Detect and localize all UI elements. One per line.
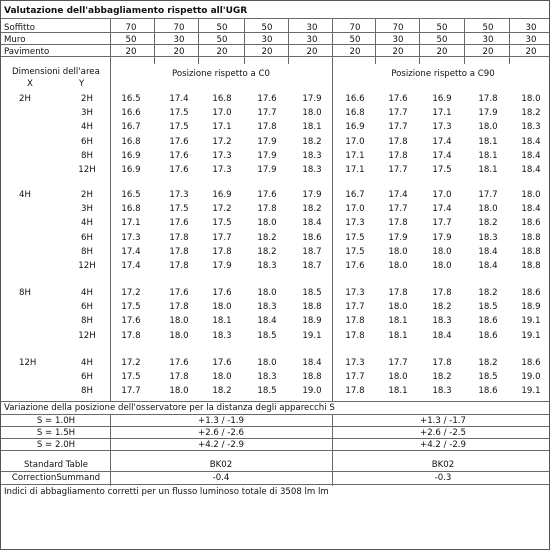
area-y-label: 8H [81,247,93,257]
column-divider [332,18,333,64]
ugr-value-c90: 18.1 [388,316,408,326]
ugr-value-c90: 18.1 [478,151,498,161]
ugr-value-c90: 18.6 [521,218,541,228]
column-divider [110,18,111,64]
reflectance-value: 50 [216,23,228,33]
column-divider [288,18,289,64]
reflectance-value: 50 [261,23,273,33]
ugr-value-c90: 18.0 [388,261,408,271]
ugr-value-c90: 17.8 [432,358,452,368]
ugr-value-c0: 18.5 [257,331,277,341]
ugr-value-c0: 17.9 [212,261,232,271]
ugr-value-c90: 17.3 [345,218,365,228]
standard-table-c0: BK02 [209,460,233,470]
ugr-value-c0: 19.0 [302,386,322,396]
ugr-value-c0: 17.2 [212,137,232,147]
ugr-value-c90: 17.7 [388,165,408,175]
ugr-value-c90: 18.4 [521,204,541,214]
column-divider [419,18,420,64]
ugr-value-c90: 18.0 [388,302,408,312]
row-divider [1,18,549,19]
area-y-label: 3H [81,204,93,214]
ugr-value-c90: 19.0 [521,372,541,382]
ugr-value-c90: 18.8 [521,247,541,257]
ugr-value-c0: 18.3 [257,302,277,312]
footnote: Indici di abbagliamento corretti per un flusso luminoso totale di 3508 lm lm [4,487,329,497]
area-y-label: 8H [81,386,93,396]
ugr-value-c0: 17.5 [121,302,141,312]
reflectance-value: 30 [306,35,318,45]
ugr-value-c0: 17.8 [169,233,189,243]
ugr-value-c0: 18.7 [302,247,322,257]
ugr-value-c0: 18.2 [212,386,232,396]
area-y-label: 4H [81,122,93,132]
ugr-value-c90: 18.1 [388,386,408,396]
ugr-value-c90: 17.7 [432,218,452,228]
ugr-value-c0: 18.3 [302,151,322,161]
ugr-value-c0: 17.5 [212,218,232,228]
reflectance-value: 20 [392,47,404,57]
ugr-value-c90: 17.7 [388,122,408,132]
ugr-value-c90: 17.9 [478,108,498,118]
reflectance-value: 50 [482,23,494,33]
ugr-value-c0: 17.7 [121,386,141,396]
ugr-value-c90: 18.2 [478,218,498,228]
ugr-value-c0: 17.6 [212,288,232,298]
ugr-value-c90: 17.1 [345,151,365,161]
ugr-value-c0: 17.2 [121,358,141,368]
ugr-value-c90: 18.5 [478,302,498,312]
dims-header: Dimensioni dell'area [12,67,100,77]
ugr-value-c0: 17.3 [121,233,141,243]
reflectance-value: 20 [216,47,228,57]
area-x-label: 8H [19,288,31,298]
ugr-value-c0: 18.2 [302,137,322,147]
ugr-value-c0: 16.9 [212,190,232,200]
standard-table-c90: BK02 [431,460,455,470]
correction-c0: -0.4 [212,473,230,483]
column-divider [154,18,155,64]
ugr-value-c90: 17.4 [432,151,452,161]
ugr-value-c90: 18.3 [432,386,452,396]
column-divider [198,18,199,64]
ugr-value-c0: 18.4 [257,316,277,326]
ugr-value-c90: 18.0 [388,372,408,382]
ugr-value-c90: 17.7 [345,302,365,312]
ugr-value-c0: 17.6 [169,358,189,368]
ugr-value-c90: 18.5 [478,372,498,382]
ugr-value-c0: 17.1 [212,122,232,132]
y-header: Y [79,79,85,89]
ugr-value-c0: 18.9 [302,316,322,326]
ugr-value-c0: 17.7 [212,233,232,243]
ugr-value-c90: 18.2 [521,108,541,118]
area-y-label: 6H [81,372,93,382]
column-divider [375,18,376,64]
ugr-value-c90: 18.2 [478,358,498,368]
reflectance-value: 70 [125,23,137,33]
area-y-label: 6H [81,302,93,312]
row-divider [1,484,549,485]
area-y-label: 2H [81,94,93,104]
ugr-value-c90: 17.8 [388,288,408,298]
reflectance-value: 30 [261,35,273,45]
ugr-value-c0: 18.0 [169,316,189,326]
ugr-value-c0: 16.9 [121,151,141,161]
reflectance-value: 70 [173,23,185,33]
ugr-value-c90: 19.1 [521,316,541,326]
standard-table-label: Standard Table [23,460,89,470]
ugr-value-c0: 18.3 [302,165,322,175]
reflectance-value: 70 [349,23,361,33]
ugr-value-c0: 17.5 [169,108,189,118]
ugr-value-c0: 18.3 [212,331,232,341]
ugr-value-c90: 16.7 [345,190,365,200]
ugr-value-c0: 18.1 [212,316,232,326]
ugr-value-c90: 17.8 [388,137,408,147]
variation-c0: +4.2 / -2.9 [198,440,244,450]
area-y-label: 12H [78,261,96,271]
ugr-value-c0: 17.3 [169,190,189,200]
ugr-value-c0: 17.9 [257,151,277,161]
ugr-value-c90: 17.3 [345,288,365,298]
reflectance-value: 20 [261,47,273,57]
row-divider [1,56,549,57]
ugr-value-c90: 19.1 [521,331,541,341]
ugr-value-c90: 18.0 [478,122,498,132]
ugr-value-c90: 18.3 [478,233,498,243]
ugr-value-c90: 18.4 [521,165,541,175]
variation-c0: +2.6 / -2.6 [198,428,244,438]
ugr-value-c0: 17.6 [121,316,141,326]
ugr-value-c0: 18.8 [302,302,322,312]
ugr-value-c90: 18.0 [388,247,408,257]
ugr-value-c0: 17.9 [302,94,322,104]
ugr-value-c0: 17.9 [257,137,277,147]
ugr-value-c90: 17.8 [478,94,498,104]
variation-label: S = 1.0H [36,416,76,426]
ugr-value-c0: 16.9 [121,165,141,175]
ugr-value-c0: 18.0 [257,218,277,228]
variation-header: Variazione della posizione dell'osservatore per la distanza degli apparecchi S [4,403,335,413]
ugr-value-c0: 17.3 [212,151,232,161]
ugr-value-c0: 17.6 [169,165,189,175]
ugr-value-c0: 17.9 [302,190,322,200]
ugr-value-c90: 18.4 [432,331,452,341]
ugr-value-c90: 17.8 [388,218,408,228]
ugr-value-c90: 17.7 [478,190,498,200]
reflectance-value: 30 [525,35,537,45]
row-divider [1,44,549,45]
x-header: X [27,79,33,89]
variation-c90: +2.6 / -2.5 [420,428,466,438]
ugr-value-c0: 17.8 [169,372,189,382]
ugr-value-c90: 17.6 [388,94,408,104]
ugr-value-c0: 18.8 [302,372,322,382]
ugr-value-c90: 18.6 [478,316,498,326]
reflectance-value: 50 [216,35,228,45]
correction-label: CorrectionSummand [11,473,101,483]
ugr-value-c0: 17.6 [169,288,189,298]
ugr-value-c90: 18.4 [478,247,498,257]
ugr-value-c90: 17.7 [388,204,408,214]
ugr-value-c0: 17.6 [257,190,277,200]
ugr-value-c0: 17.9 [257,165,277,175]
reflectance-value: 30 [482,35,494,45]
ugr-value-c90: 17.6 [345,261,365,271]
ugr-value-c0: 17.6 [169,137,189,147]
ugr-value-c0: 16.7 [121,122,141,132]
reflectance-value: 30 [173,35,185,45]
ugr-value-c0: 18.0 [212,302,232,312]
column-divider [464,18,465,64]
reflectance-value: 20 [482,47,494,57]
ugr-value-c90: 17.7 [388,358,408,368]
reflectance-value: 30 [525,23,537,33]
reflectance-value: 20 [173,47,185,57]
ugr-value-c0: 17.3 [212,165,232,175]
ugr-value-c90: 18.9 [521,302,541,312]
area-y-label: 8H [81,151,93,161]
ugr-value-c0: 17.8 [257,122,277,132]
ugr-value-c90: 18.2 [432,372,452,382]
reflectance-value: 50 [125,35,137,45]
reflectance-label: Muro [4,35,26,45]
ugr-value-c0: 17.5 [169,122,189,132]
ugr-value-c0: 18.2 [257,247,277,257]
ugr-value-c90: 18.4 [521,137,541,147]
row-divider [1,32,549,33]
ugr-value-c0: 19.1 [302,331,322,341]
reflectance-value: 20 [306,47,318,57]
ugr-value-c0: 18.4 [302,358,322,368]
area-y-label: 12H [78,165,96,175]
ugr-value-c90: 18.0 [478,204,498,214]
ugr-value-c0: 18.5 [302,288,322,298]
ugr-value-c0: 17.5 [169,204,189,214]
area-y-label: 4H [81,288,93,298]
ugr-value-c0: 17.4 [121,261,141,271]
column-divider [332,64,333,402]
area-y-label: 8H [81,316,93,326]
ugr-value-c0: 16.5 [121,190,141,200]
ugr-value-c0: 18.3 [257,261,277,271]
ugr-value-c90: 16.8 [345,108,365,118]
reflectance-value: 20 [349,47,361,57]
ugr-value-c0: 16.6 [121,108,141,118]
ugr-value-c0: 17.6 [212,358,232,368]
reflectance-label: Soffitto [4,23,36,33]
ugr-value-c0: 17.8 [257,204,277,214]
area-x-label: 4H [19,190,31,200]
ugr-value-c90: 18.3 [521,122,541,132]
variation-label: S = 2.0H [36,440,76,450]
area-y-label: 6H [81,233,93,243]
ugr-value-c90: 17.9 [432,233,452,243]
area-x-label: 2H [19,94,31,104]
ugr-value-c90: 17.8 [345,316,365,326]
ugr-value-c0: 17.2 [121,288,141,298]
reflectance-value: 20 [525,47,537,57]
ugr-value-c0: 18.3 [257,372,277,382]
ugr-value-c90: 17.7 [345,372,365,382]
ugr-value-c90: 17.4 [432,204,452,214]
ugr-value-c90: 17.3 [345,358,365,368]
ugr-value-c90: 18.1 [388,331,408,341]
ugr-value-c90: 16.9 [432,94,452,104]
ugr-value-c90: 18.8 [521,261,541,271]
ugr-value-c90: 17.5 [432,165,452,175]
ugr-value-c0: 16.8 [121,204,141,214]
reflectance-value: 30 [306,23,318,33]
reflectance-value: 50 [436,23,448,33]
area-y-label: 2H [81,190,93,200]
ugr-value-c90: 17.8 [388,151,408,161]
ugr-value-c90: 19.1 [521,386,541,396]
area-y-label: 4H [81,358,93,368]
ugr-value-c90: 17.8 [432,288,452,298]
ugr-value-c0: 18.0 [169,331,189,341]
ugr-value-c0: 18.7 [302,261,322,271]
ugr-value-c0: 18.0 [212,372,232,382]
ugr-value-c90: 18.2 [478,288,498,298]
ugr-value-c0: 18.5 [257,386,277,396]
area-x-label: 12H [19,358,37,368]
ugr-value-c90: 17.0 [345,204,365,214]
ugr-value-c0: 17.0 [212,108,232,118]
column-divider [509,18,510,64]
ugr-value-c0: 17.2 [212,204,232,214]
ugr-value-c0: 16.5 [121,94,141,104]
ugr-value-c0: 17.4 [121,247,141,257]
ugr-value-c90: 17.5 [345,247,365,257]
correction-c90: -0.3 [434,473,452,483]
ugr-value-c0: 18.0 [169,386,189,396]
ugr-value-c0: 17.8 [169,302,189,312]
reflectance-label: Pavimento [4,47,50,57]
ugr-value-c0: 17.8 [121,331,141,341]
ugr-value-c0: 18.2 [302,204,322,214]
ugr-value-c0: 17.8 [212,247,232,257]
ugr-value-c0: 17.8 [169,247,189,257]
ugr-value-c0: 18.4 [302,218,322,228]
ugr-value-c90: 18.0 [521,94,541,104]
ugr-value-c90: 16.6 [345,94,365,104]
ugr-value-c90: 18.0 [432,261,452,271]
ugr-value-c90: 18.3 [432,316,452,326]
variation-c90: +1.3 / -1.7 [420,416,466,426]
ugr-value-c0: 18.0 [302,108,322,118]
ugr-value-c0: 16.8 [212,94,232,104]
ugr-value-c0: 18.0 [257,288,277,298]
row-divider [1,450,549,451]
ugr-value-c90: 17.8 [345,331,365,341]
variation-label: S = 1.5H [36,428,76,438]
ugr-value-c0: 17.1 [121,218,141,228]
ugr-value-c90: 17.1 [345,165,365,175]
ugr-value-c90: 17.9 [388,233,408,243]
ugr-value-c0: 18.0 [257,358,277,368]
c0-header: Posizione rispetto a C0 [172,69,270,79]
area-y-label: 4H [81,218,93,228]
ugr-value-c90: 18.6 [521,358,541,368]
ugr-value-c90: 18.4 [521,151,541,161]
area-y-label: 12H [78,331,96,341]
ugr-value-c90: 18.1 [478,137,498,147]
ugr-value-c90: 17.5 [345,233,365,243]
ugr-value-c0: 18.6 [302,233,322,243]
ugr-value-c0: 17.4 [169,94,189,104]
column-divider [244,18,245,64]
ugr-value-c0: 17.8 [169,261,189,271]
ugr-value-c90: 18.6 [478,386,498,396]
ugr-value-c0: 17.5 [121,372,141,382]
ugr-value-c90: 17.0 [345,137,365,147]
ugr-value-c0: 18.2 [257,233,277,243]
ugr-value-c90: 17.1 [432,108,452,118]
ugr-value-c90: 17.4 [432,137,452,147]
reflectance-value: 30 [392,35,404,45]
area-y-label: 6H [81,137,93,147]
c90-header: Posizione rispetto a C90 [391,69,495,79]
ugr-value-c90: 17.4 [388,190,408,200]
variation-c90: +4.2 / -2.9 [420,440,466,450]
ugr-value-c0: 17.6 [169,151,189,161]
ugr-value-c0: 17.7 [257,108,277,118]
reflectance-value: 70 [392,23,404,33]
ugr-value-c0: 17.6 [169,218,189,228]
reflectance-value: 50 [349,35,361,45]
reflectance-value: 20 [125,47,137,57]
ugr-value-c90: 16.9 [345,122,365,132]
ugr-value-c0: 18.1 [302,122,322,132]
reflectance-value: 50 [436,35,448,45]
ugr-value-c90: 18.6 [521,288,541,298]
ugr-value-c0: 17.6 [257,94,277,104]
ugr-value-c90: 18.0 [521,190,541,200]
ugr-value-c90: 18.8 [521,233,541,243]
ugr-value-c0: 16.8 [121,137,141,147]
ugr-value-c90: 17.0 [432,190,452,200]
ugr-value-c90: 18.1 [478,165,498,175]
ugr-value-c90: 18.6 [478,331,498,341]
ugr-value-c90: 17.3 [432,122,452,132]
ugr-value-c90: 18.0 [432,247,452,257]
ugr-value-c90: 17.7 [388,108,408,118]
sheet-title: Valutazione dell'abbagliamento rispetto all'UGR [4,6,248,16]
ugr-value-c90: 18.4 [478,261,498,271]
variation-c0: +1.3 / -1.9 [198,416,244,426]
ugr-value-c90: 17.8 [345,386,365,396]
reflectance-value: 20 [436,47,448,57]
area-y-label: 3H [81,108,93,118]
ugr-value-c90: 18.2 [432,302,452,312]
